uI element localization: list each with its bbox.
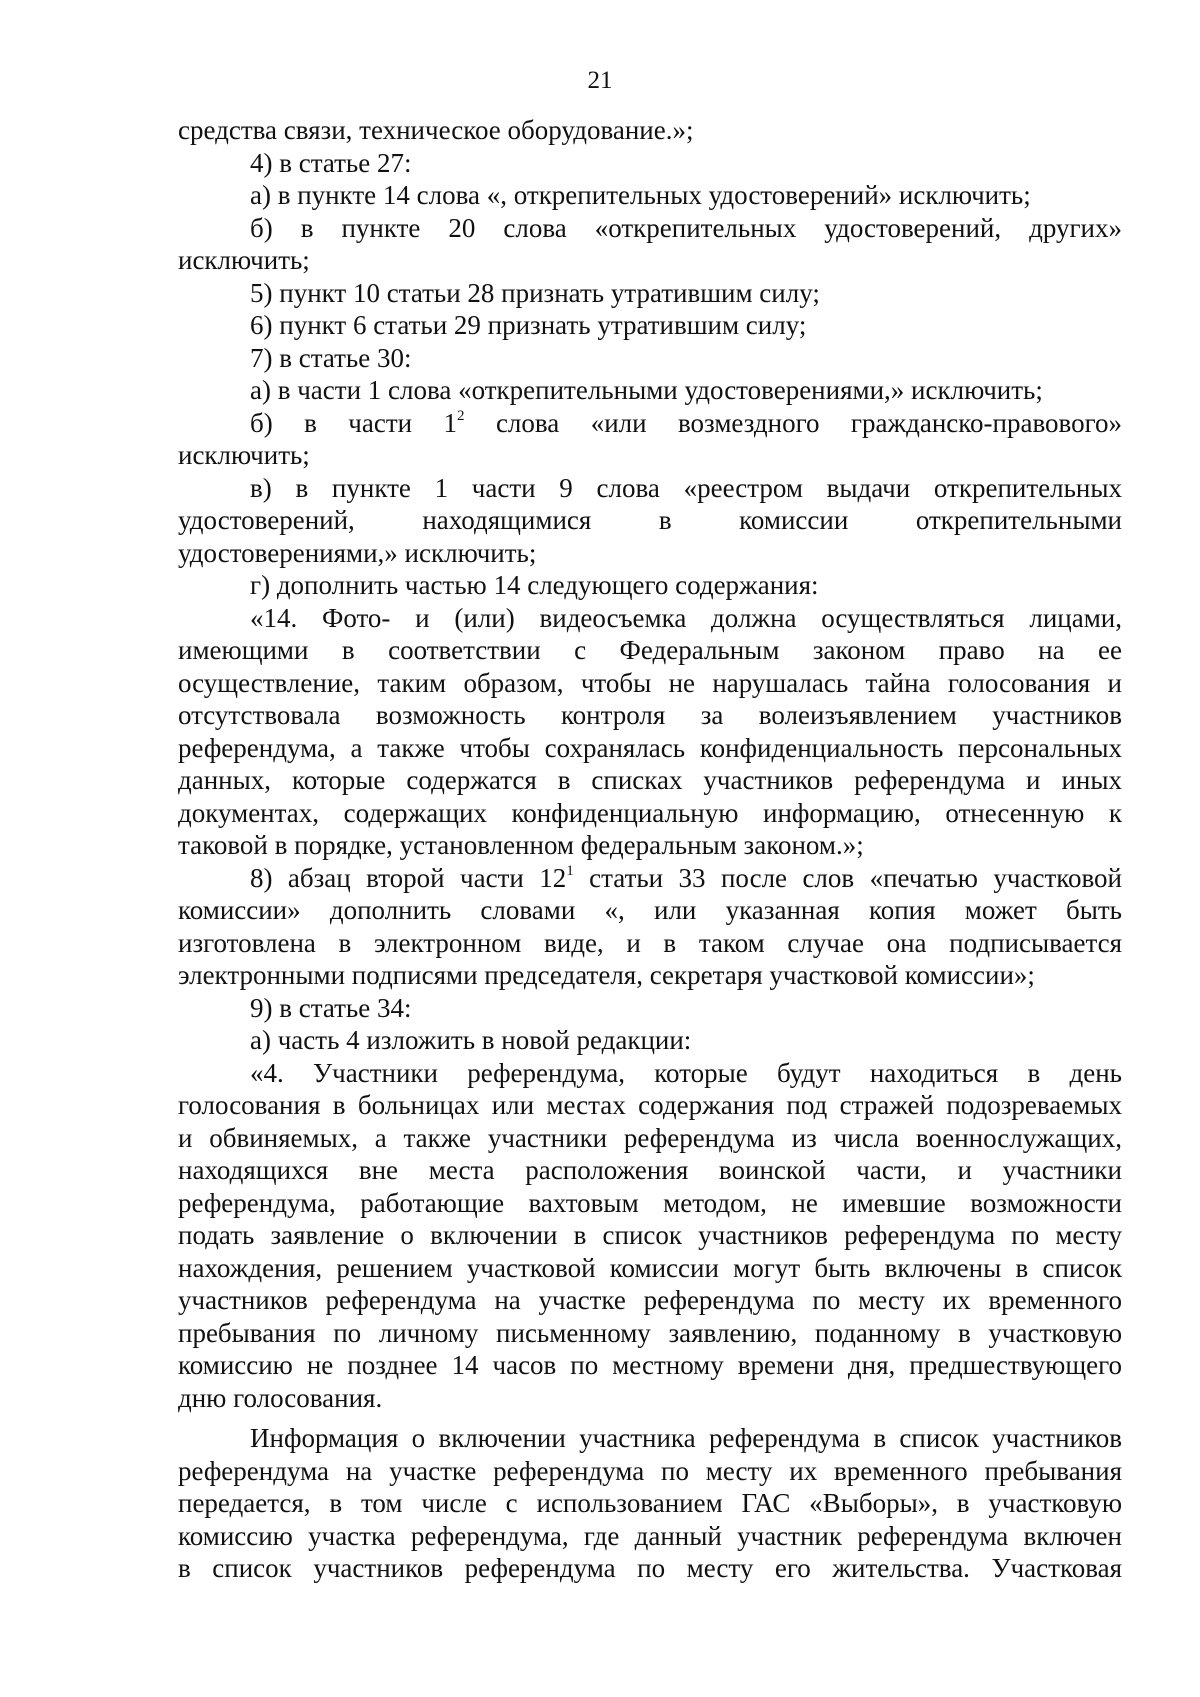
- text-line: 4) в статье 27:: [250, 147, 412, 178]
- text-line: комиссии» дополнить словами «, или указанная копия может быть: [178, 895, 1122, 925]
- text-line: а) в части 1 слова «открепительными удостоверениями,» исключить;: [250, 375, 1043, 405]
- document-body: [178, 114, 1122, 1585]
- superscript-suffix: статьи 33 после слов «печатью участковой: [573, 862, 1122, 893]
- text-line: удостоверений, находящимися в комиссии открепительными: [178, 505, 1122, 535]
- superscript-suffix: слова «или возмездного гражданско-правового»: [464, 407, 1122, 438]
- superscript-prefix: 8) абзац второй части 12: [250, 862, 567, 893]
- text-line: комиссию не позднее 14 часов по местному времени дня, предшествующего: [178, 1350, 1122, 1380]
- text-line: «4. Участники референдума, которые будут находиться в день: [250, 1057, 1122, 1088]
- superscript-prefix: б) в части 1: [250, 407, 458, 438]
- text-line: пребывания по личному письменному заявлению, поданному в участковую: [178, 1317, 1122, 1348]
- text-line: в) в пункте 1 части 9 слова «реестром выдачи открепительных: [250, 472, 1122, 503]
- text-line: имеющими в соответствии с Федеральным законом право на ее: [178, 635, 1122, 665]
- text-line: документах, содержащих конфиденциальную информацию, отнесенную к: [178, 797, 1122, 828]
- text-line: а) в пункте 14 слова «, открепительных удостоверений» исключить;: [250, 180, 1031, 210]
- text-line: удостоверениями,» исключить;: [178, 537, 537, 568]
- superscript: 1: [566, 862, 574, 879]
- text-line: г) дополнить частью 14 следующего содержания:: [250, 570, 819, 600]
- text-line: электронными подписями председателя, секретаря участковой комиссии»;: [178, 960, 1035, 990]
- text-line: находящихся вне места расположения воинской части, и участники: [178, 1155, 1122, 1185]
- text-line: нахождения, решением участковой комиссии могут быть включены в список: [178, 1252, 1122, 1283]
- text-line: изготовлена в электронном виде, и в таком случае она подписывается: [178, 927, 1122, 958]
- text-line: и обвиняемых, а также участники референдума из числа военнослужащих,: [178, 1122, 1122, 1153]
- text-line: а) часть 4 изложить в новой редакции:: [250, 1025, 692, 1055]
- text-line: голосования в больницах или местах содержания под стражей подозреваемых: [178, 1090, 1122, 1120]
- text-line-with-superscript: [178, 407, 1122, 440]
- text-line: осуществление, таким образом, чтобы не нарушалась тайна голосования и: [178, 667, 1122, 698]
- text-line: средства связи, техническое оборудование.»;: [178, 115, 694, 145]
- text-line: исключить;: [178, 245, 310, 275]
- superscript: 2: [457, 407, 465, 424]
- text-line: «14. Фото- и (или) видеосъемка должна осуществляться лицами,: [250, 602, 1122, 633]
- text-line: референдума, работающие вахтовым методом, не имевшие возможности: [178, 1187, 1122, 1218]
- text-line: данных, которые содержатся в списках участников референдума и иных: [178, 765, 1122, 795]
- text-line: Информация о включении участника референдума в список участников: [250, 1423, 1122, 1453]
- text-line: б) в пункте 20 слова «открепительных удостоверений, других»: [250, 212, 1122, 243]
- text-line: отсутствовала возможность контроля за волеизъявлением участников: [178, 700, 1122, 730]
- page-number: 21: [587, 67, 613, 94]
- text-line: референдума, а также чтобы сохранялась конфиденциальность персональных: [178, 732, 1122, 763]
- text-line: таковой в порядке, установленном федеральным законом.»;: [178, 830, 864, 860]
- text-line: 9) в статье 34:: [250, 992, 412, 1023]
- text-line-with-superscript: [178, 862, 1122, 895]
- text-line: 7) в статье 30:: [250, 342, 412, 373]
- text-line: 6) пункт 6 статьи 29 признать утратившим силу;: [250, 310, 807, 340]
- text-line: референдума на участке референдума по месту их временного пребывания: [178, 1455, 1122, 1486]
- text-line: исключить;: [178, 440, 310, 470]
- text-line: в список участников референдума по месту его жительства. Участковая: [178, 1553, 1122, 1583]
- text-line: передается, в том числе с использованием ГАС «Выборы», в участковую: [178, 1488, 1122, 1518]
- text-line: дню голосования.: [178, 1382, 383, 1413]
- text-line: 5) пункт 10 статьи 28 признать утратившим силу;: [250, 277, 820, 308]
- text-line: комиссию участка референдума, где данный участник референдума включен: [178, 1520, 1122, 1551]
- text-line: подать заявление о включении в список участников референдума по месту: [178, 1220, 1122, 1250]
- text-line: участников референдума на участке референдума по месту их временного: [178, 1285, 1122, 1315]
